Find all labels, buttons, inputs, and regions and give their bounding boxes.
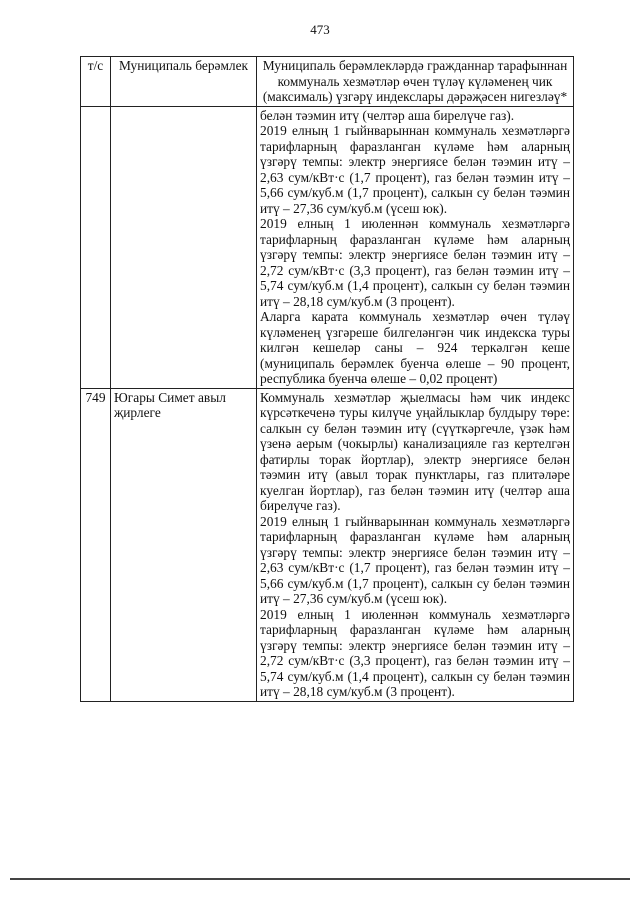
table-row [81, 106, 574, 388]
row-number [81, 106, 111, 388]
page-number: 473 [310, 22, 330, 37]
row-municipality: Югары Симет авыл җирлеге [111, 388, 257, 701]
row-municipality [111, 106, 257, 388]
table-header-row [81, 57, 574, 107]
row-number: 749 [81, 388, 111, 701]
paragraph: 2019 елның 1 июленнән коммуналь хезмәтләргә тарифларның фаразланган күләме һәм аларның үзгәрү темпы: электр энергиясе белән тәэмин итү – 2,72 сум/кВт·с (3,3 процент), газ белән тәэмин итү – 5,74 сум/куб.м (1,4 процент), салкын су белән тәэмин итү – 28,18 сум/куб.м (3 процент). [260, 606, 570, 699]
header-municipality: Муниципаль берәмлек [111, 57, 257, 107]
paragraph: 2019 елның 1 гыйнварыннан коммуналь хезмәтләргә тарифларның фаразланган күләме һәм аларның үзгәрү темпы: электр энергиясе белән тәэмин итү – 2,63 сум/кВт·с (1,7 процент), газ белән тәэмин итү – 5,66 сум/куб.м (1,7 процент), салкын су белән тәэмин итү – 27,36 сум/куб.м (үсеш юк). [260, 123, 570, 216]
municipal-tariff-table [80, 56, 574, 702]
paragraph: Коммуналь хезмәтләр җыелмасы һәм чик индекс күрсәткеченә туры килүче уңайлыклар булдыру төре: салкын су белән тәэмин итү (сүүткәргечле, үзәк һәм үзенә аерым (чокырлы) канализацияле газ кертелгән фатирлы торак йортлар), электр энергиясе белән тәэмин итү (авыл торак пунктлары, газ плитәләре куелган йортлар), газ белән тәэмин итү (челтәр аша бирелүче газ). [260, 389, 570, 513]
header-number: т/с [81, 57, 111, 107]
page-bottom-rule [10, 878, 630, 880]
header-description: Муниципаль берәмлекләрдә гражданнар тарафыннан коммуналь хезмәтләр өчен түләү күләменең чик (максималь) үзгәрү индекслары дәрәҗәсен нигезләү* [257, 57, 574, 107]
table-row [81, 388, 574, 701]
paragraph: 2019 елның 1 июленнән коммуналь хезмәтләргә тарифларның фаразланган күләме һәм аларның үзгәрү темпы: электр энергиясе белән тәэмин итү – 2,72 сум/кВт·с (3,3 процент), газ белән тәэмин итү – 5,74 сум/куб.м (1,4 процент), салкын су белән тәэмин итү – 28,18 сум/куб.м (3 процент). [260, 216, 570, 309]
paragraph: белән тәэмин итү (челтәр аша бирелүче газ). [260, 107, 515, 123]
paragraph: Аларга карата коммуналь хезмәтләр өчен түләү күләменең үзгәреше билгеләнгән чик индекска туры килгән кешеләр саны – 924 теркәлгән кеше (муниципаль берәмлек буенча өлеше – 90 процент, республика буенча өлеше – 0,02 процент) [260, 309, 570, 386]
row-description [257, 106, 574, 388]
paragraph: 2019 елның 1 гыйнварыннан коммуналь хезмәтләргә тарифларның фаразланган күләме һәм аларның үзгәрү темпы: электр энергиясе белән тәэмин итү – 2,63 сум/кВт·с (1,7 процент), газ белән тәэмин итү – 5,66 сум/куб.м (1,7 процент), салкын су белән тәэмин итү – 27,36 сум/куб.м (үсеш юк). [260, 513, 570, 606]
row-description [257, 388, 574, 701]
